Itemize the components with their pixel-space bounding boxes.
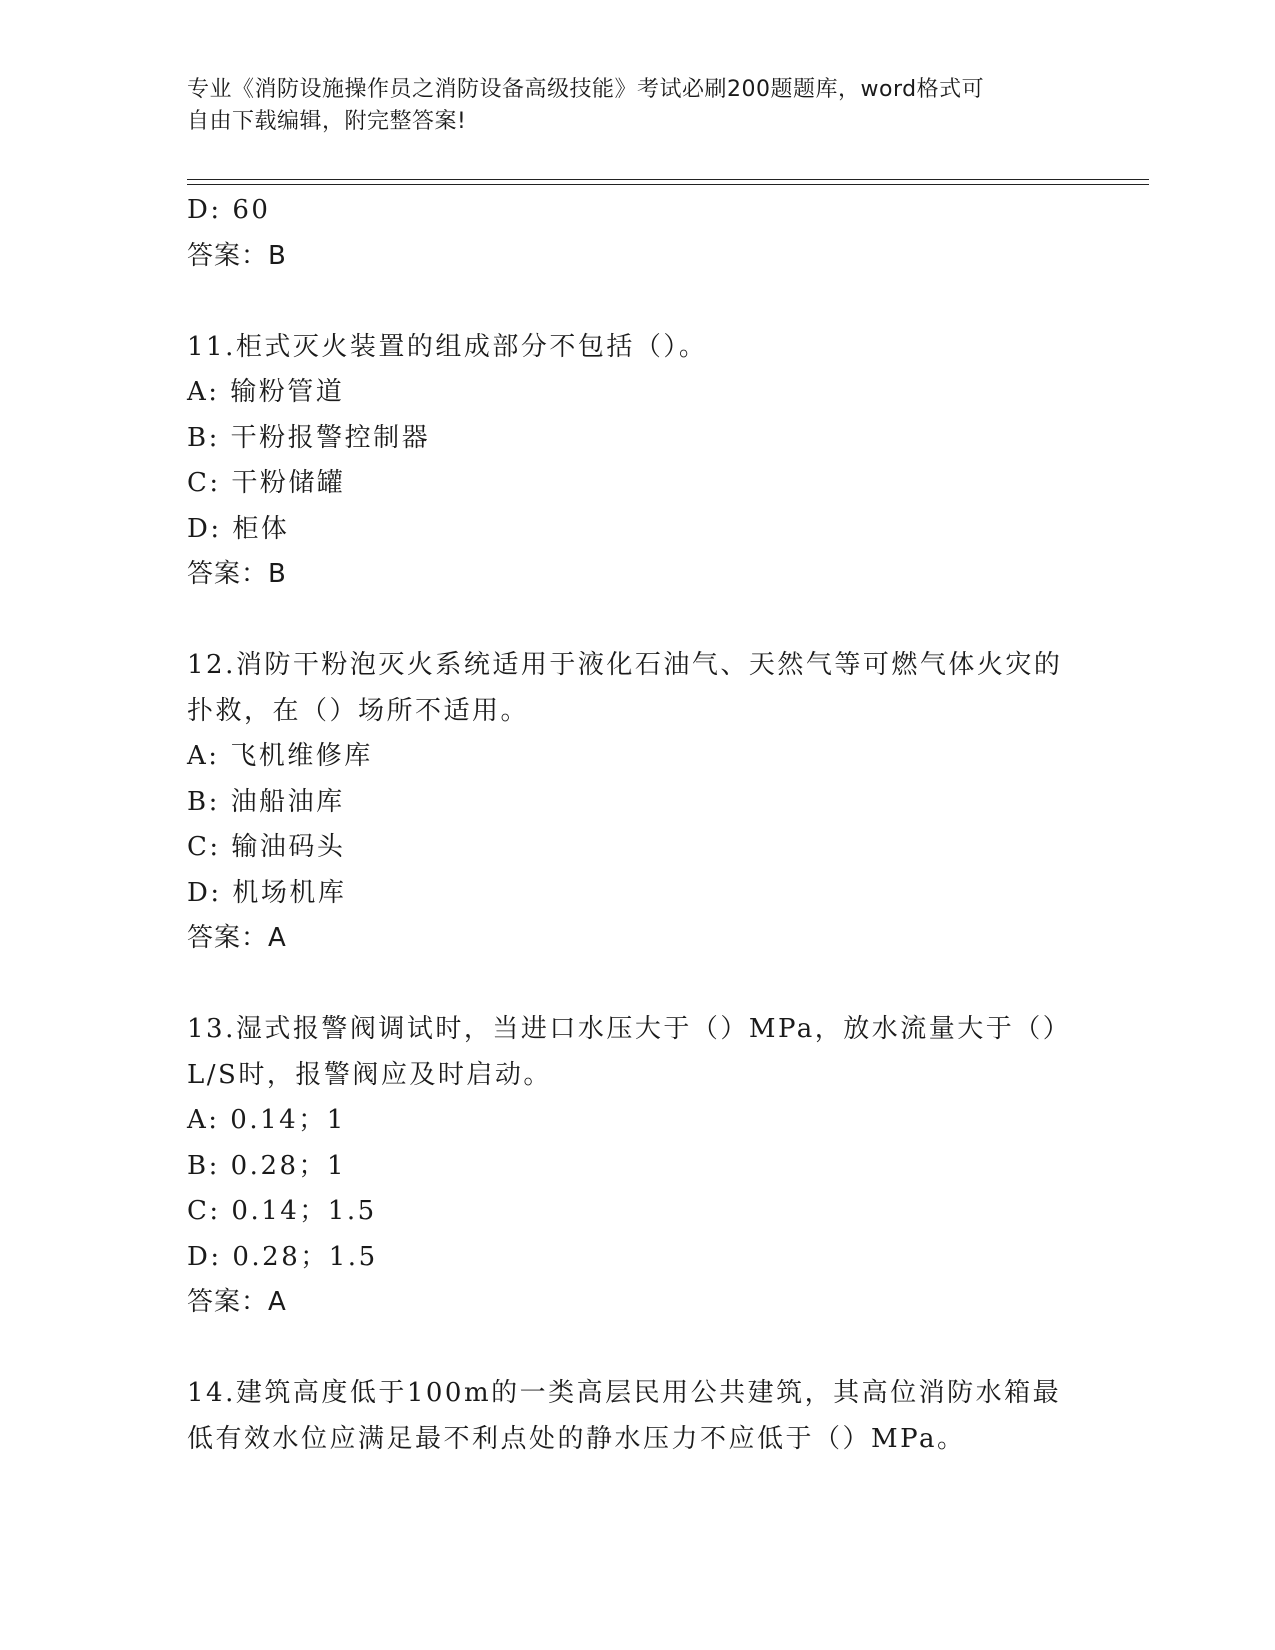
question-12-line-2: 扑救，在（）场所不适用。 xyxy=(187,695,530,726)
question-11-line-1: 11.柜式灭火装置的组成部分不包括（）。 xyxy=(187,331,708,362)
option-b: B: 0.28；1 xyxy=(187,1150,347,1181)
option-c: C: 输油码头 xyxy=(187,832,346,862)
question-13-line-1: 13.湿式报警阀调试时，当进口水压大于（）MPa，放水流量大于（） xyxy=(187,1014,1072,1044)
option-b: B: 油船油库 xyxy=(187,786,345,817)
option-a: A: 飞机维修库 xyxy=(187,741,373,771)
spacer xyxy=(187,598,1087,644)
spacer xyxy=(187,1326,1087,1372)
header-line-1: 专业《消防设施操作员之消防设备高级技能》考试必刷200题题库，word格式可 xyxy=(187,77,985,102)
answer: 答案：B xyxy=(187,240,287,271)
answer: 答案：B xyxy=(187,559,287,589)
option-a: A: 输粉管道 xyxy=(187,377,345,407)
header-divider-top xyxy=(187,179,1149,180)
option-d: D: 机场机库 xyxy=(187,877,347,908)
spacer xyxy=(187,279,1087,325)
document-header xyxy=(187,74,1067,138)
option-d: D: 0.28；1.5 xyxy=(187,1241,378,1272)
header-divider-bottom xyxy=(187,184,1149,185)
question-13-line-2: L/S时，报警阀应及时启动。 xyxy=(187,1059,552,1090)
question-12-line-1: 12.消防干粉泡灭火系统适用于液化石油气、天然气等可燃气体火灾的 xyxy=(187,650,1063,680)
answer: 答案：A xyxy=(187,923,287,953)
answer: 答案：A xyxy=(187,1287,287,1317)
option-c: C: 干粉储罐 xyxy=(187,468,346,498)
option-d: D: 60 xyxy=(187,195,271,225)
question-14-line-2: 低有效水位应满足最不利点处的静水压力不应低于（）MPa。 xyxy=(187,1423,966,1454)
document-body xyxy=(187,188,1087,1462)
question-14-line-1: 14.建筑高度低于100m的一类高层民用公共建筑，其高位消防水箱最 xyxy=(187,1378,1062,1408)
option-c: C: 0.14；1.5 xyxy=(187,1196,377,1226)
option-b: B: 干粉报警控制器 xyxy=(187,422,431,453)
option-d: D: 柜体 xyxy=(187,513,290,544)
spacer xyxy=(187,962,1087,1008)
option-a: A: 0.14；1 xyxy=(187,1105,346,1135)
header-line-2: 自由下载编辑，附完整答案! xyxy=(187,109,467,134)
